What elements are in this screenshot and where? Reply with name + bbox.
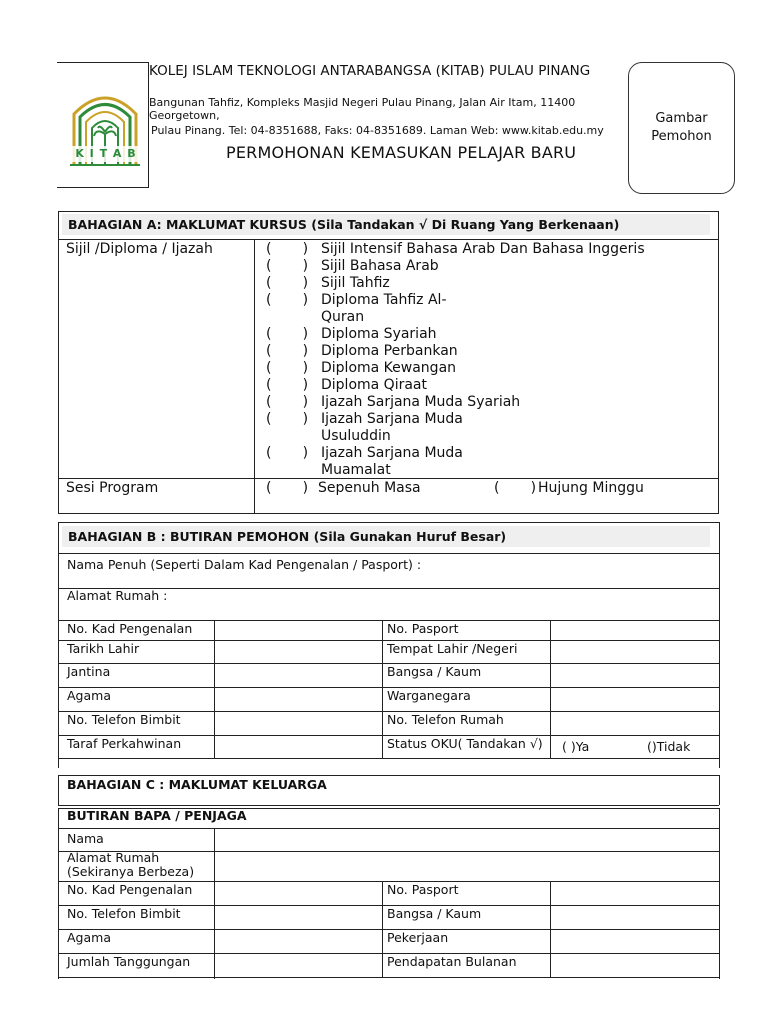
- college-address-line2: Pulau Pinang. Tel: 04-8351688, Faks: 04-8351689. Laman Web: www.kitab.edu.my: [151, 124, 604, 137]
- oku-yes-option[interactable]: ( )Ya: [562, 739, 590, 754]
- course-option-label: Diploma Tahfiz Al- Quran: [321, 292, 447, 325]
- field-input[interactable]: [216, 712, 380, 733]
- field-label: Tempat Lahir /Negeri: [387, 641, 518, 656]
- field-input[interactable]: [552, 930, 717, 951]
- course-option-checkbox[interactable]: ( ): [266, 292, 309, 308]
- home-address-input[interactable]: [200, 590, 714, 618]
- field-label: Taraf Perkahwinan: [67, 736, 182, 751]
- course-option-label: Diploma Syariah: [321, 326, 437, 342]
- sesi-full-checkbox[interactable]: ( ): [266, 480, 309, 496]
- field-label: Bangsa / Kaum: [387, 906, 482, 921]
- sesi-program-label: Sesi Program: [66, 480, 159, 496]
- course-option-checkbox[interactable]: ( ): [266, 377, 309, 393]
- full-name-input[interactable]: [440, 556, 714, 584]
- course-option-label: Diploma Kewangan: [321, 360, 457, 376]
- field-input[interactable]: [552, 621, 717, 638]
- field-input[interactable]: [216, 736, 380, 756]
- course-option-checkbox[interactable]: ( ): [266, 275, 309, 291]
- form-title: PERMOHONAN KEMASUKAN PELAJAR BARU: [226, 143, 577, 162]
- field-label: Pendapatan Bulanan: [387, 954, 517, 969]
- field-label: Pekerjaan: [387, 930, 449, 945]
- field-input[interactable]: [216, 688, 380, 709]
- father-address-label: Alamat Rumah (Sekiranya Berbeza): [67, 850, 195, 879]
- field-label: No. Pasport: [387, 882, 459, 897]
- field-label: Agama: [67, 930, 111, 945]
- field-label: No. Telefon Bimbit: [67, 712, 181, 727]
- field-label: Jumlah Tanggungan: [67, 954, 191, 969]
- course-option-checkbox[interactable]: ( ): [266, 241, 309, 257]
- course-option-checkbox[interactable]: ( ): [266, 360, 309, 376]
- course-option-label: Ijazah Sarjana Muda Muamalat: [321, 445, 463, 478]
- field-label: Status OKU( Tandakan √): [387, 736, 543, 751]
- field-input[interactable]: [552, 664, 717, 685]
- oku-no-option[interactable]: ()Tidak: [647, 739, 691, 754]
- course-option-checkbox[interactable]: ( ): [266, 411, 309, 427]
- field-label: Tarikh Lahir: [67, 641, 140, 656]
- course-option-label: Sijil Bahasa Arab: [321, 258, 439, 274]
- field-input[interactable]: [552, 882, 717, 903]
- logo-lettering: K I T A B: [75, 147, 137, 160]
- field-input[interactable]: [216, 664, 380, 685]
- father-address-input[interactable]: [216, 853, 716, 879]
- field-input[interactable]: [216, 930, 380, 951]
- sesi-full-label: Sepenuh Masa: [318, 480, 421, 496]
- field-input[interactable]: [216, 954, 380, 975]
- field-label: Jantina: [67, 664, 111, 679]
- field-input[interactable]: [552, 688, 717, 709]
- field-label: Warganegara: [387, 688, 471, 703]
- applicant-photo-box[interactable]: [628, 62, 735, 194]
- home-address-label: Alamat Rumah :: [67, 588, 168, 603]
- full-name-label: Nama Penuh (Seperti Dalam Kad Pengenalan / Pasport) :: [67, 557, 422, 572]
- course-option-label: Diploma Qiraat: [321, 377, 427, 393]
- field-input[interactable]: [216, 621, 380, 638]
- field-label: Agama: [67, 688, 111, 703]
- course-option-label: Ijazah Sarjana Muda Usuluddin: [321, 411, 463, 444]
- field-input[interactable]: [552, 712, 717, 733]
- father-name-label: Nama: [67, 831, 104, 846]
- photo-label-1: Gambar: [655, 111, 708, 126]
- sesi-weekend-label: Hujung Minggu: [538, 480, 644, 496]
- course-level-label: Sijil /Diploma / Ijazah: [66, 241, 213, 257]
- course-option-checkbox[interactable]: ( ): [266, 343, 309, 359]
- course-option-checkbox[interactable]: ( ): [266, 258, 309, 274]
- section-a-title: BAHAGIAN A: MAKLUMAT KURSUS (Sila Tandakan √ Di Ruang Yang Berkenaan): [62, 214, 710, 235]
- sesi-weekend-checkbox[interactable]: ( ): [494, 480, 537, 496]
- photo-label-2: Pemohon: [651, 129, 712, 144]
- course-option-label: Sijil Tahfiz: [321, 275, 390, 291]
- field-input[interactable]: [552, 954, 717, 975]
- field-label: No. Kad Pengenalan: [67, 621, 193, 636]
- father-guardian-subtitle: BUTIRAN BAPA / PENJAGA: [67, 808, 247, 823]
- field-label: No. Telefon Rumah: [387, 712, 504, 727]
- field-input[interactable]: [216, 641, 380, 661]
- field-input[interactable]: [216, 882, 380, 903]
- field-input[interactable]: [216, 906, 380, 927]
- course-option-checkbox[interactable]: ( ): [266, 326, 309, 342]
- course-option-checkbox[interactable]: ( ): [266, 394, 309, 410]
- field-input[interactable]: [552, 906, 717, 927]
- field-label: Bangsa / Kaum: [387, 664, 482, 679]
- section-b-title: BAHAGIAN B : BUTIRAN PEMOHON (Sila Gunakan Huruf Besar): [62, 526, 710, 547]
- field-label: No. Telefon Bimbit: [67, 906, 181, 921]
- college-address-line1: Bangunan Tahfiz, Kompleks Masjid Negeri Pulau Pinang, Jalan Air Itam, 11400 Georgetown,: [149, 96, 576, 122]
- course-option-checkbox[interactable]: ( ): [266, 445, 309, 461]
- college-name: KOLEJ ISLAM TEKNOLOGI ANTARABANGSA (KITAB) PULAU PINANG: [149, 63, 591, 79]
- course-option-label: Sijil Intensif Bahasa Arab Dan Bahasa Inggeris: [321, 241, 645, 257]
- father-name-input[interactable]: [216, 830, 716, 850]
- field-input[interactable]: [552, 641, 717, 661]
- field-label: No. Kad Pengenalan: [67, 882, 193, 897]
- field-label: No. Pasport: [387, 621, 459, 636]
- section-c-title: BAHAGIAN C : MAKLUMAT KELUARGA: [67, 777, 327, 792]
- course-option-label: Ijazah Sarjana Muda Syariah: [321, 394, 521, 410]
- college-logo: [66, 84, 144, 176]
- course-option-label: Diploma Perbankan: [321, 343, 458, 359]
